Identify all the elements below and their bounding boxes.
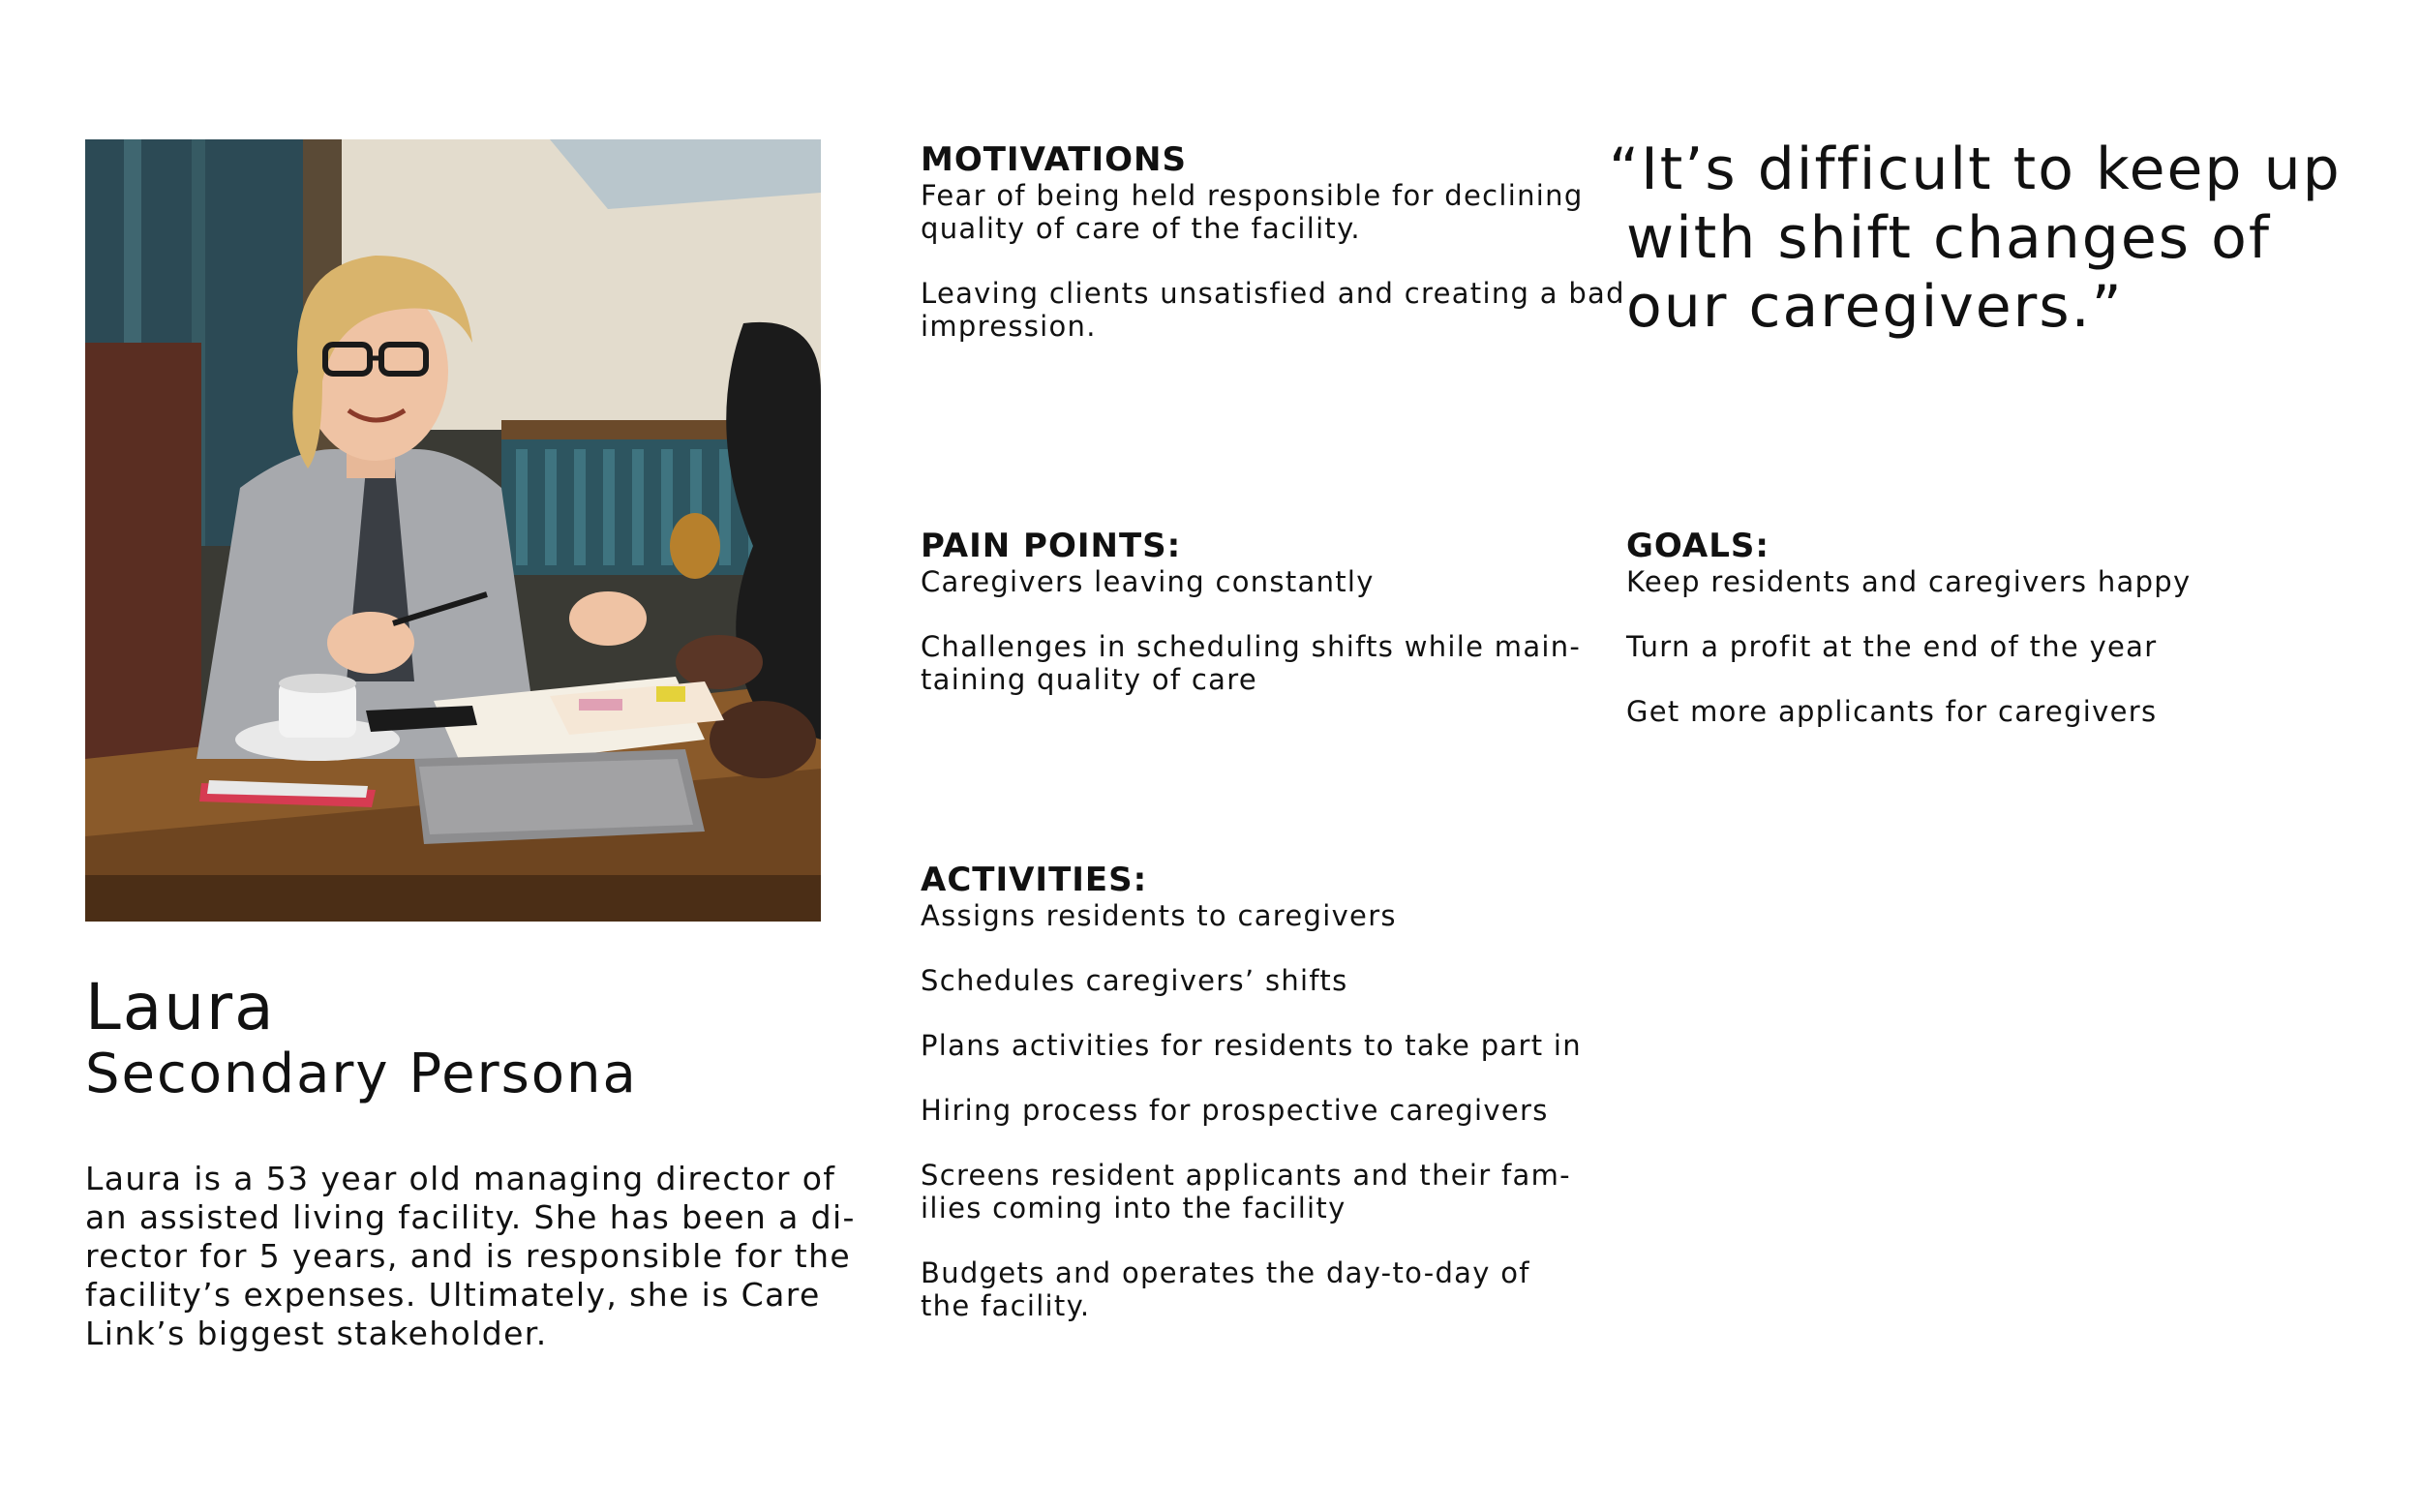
activity-item-line: ilies coming into the facility [921,1192,1346,1225]
activities-section [921,861,1598,1354]
motivation-item-line: quality of care of the facility. [921,212,1361,245]
goal-item [1626,630,2323,663]
activity-item-line: Budgets and operates the day-to-day of [921,1256,1530,1289]
pain-points-list [921,565,1598,696]
goal-item-line: Turn a profit at the end of the year [1626,630,2158,663]
activities-heading: ACTIVITIES: [921,861,1148,899]
persona-bio-line: rector for 5 years, and is responsible for the [85,1237,852,1275]
quote-line: with shift changes of [1626,204,2271,272]
persona-bio-line: facility’s expenses. Ultimately, she is Care [85,1276,821,1314]
pain-point-item [921,565,1598,598]
pain-point-item-line: Challenges in scheduling shifts while main- [921,630,1582,663]
goal-item [1626,695,2323,728]
persona-role: Secondary Persona [85,1043,638,1105]
persona-bio-line: Link’s biggest stakeholder. [85,1315,548,1352]
persona-bio [85,1160,856,1353]
goal-item [1626,565,2323,598]
pain-point-item-line: taining quality of care [921,663,1257,696]
activity-item-line: Schedules caregivers’ shifts [921,964,1348,997]
goals-heading: GOALS: [1626,527,1770,565]
persona-bio-line: an assisted living facility. She has been a di- [85,1198,856,1236]
activity-item [921,1094,1598,1127]
activity-item [921,1256,1598,1322]
persona-photo [85,139,821,922]
activity-item-line: Assigns residents to caregivers [921,899,1397,932]
persona-bio-line: Laura is a 53 year old managing director of [85,1160,836,1197]
quote-line: our caregivers.” [1626,273,2124,341]
activity-item-line: Screens resident applicants and their fam- [921,1159,1571,1192]
activity-item [921,964,1598,997]
motivations-list [921,179,1625,343]
motivation-item-line: Fear of being held responsible for declining [921,179,1584,212]
activity-item-line: Hiring process for prospective caregivers [921,1094,1549,1127]
activity-item [921,899,1598,932]
motivation-item-line: impression. [921,310,1097,343]
pain-points-heading: PAIN POINTS: [921,527,1182,565]
motivation-item [921,179,1598,245]
activity-item [921,1029,1598,1062]
motivation-item-line: Leaving clients unsatisfied and creating a bad [921,277,1625,310]
activities-list [921,899,1598,1322]
goals-section [1626,527,2323,760]
activity-item-line: Plans activities for residents to take part in [921,1029,1582,1062]
motivations-heading: MOTIVATIONS [921,140,1187,179]
persona-name: Laura [85,970,276,1044]
pain-point-item-line: Caregivers leaving constantly [921,565,1375,598]
motivations-section [921,140,1625,375]
pain-point-item [921,630,1598,696]
quote-line: “It’s difficult to keep up [1609,136,2342,203]
goals-list [1626,565,2323,728]
goal-item-line: Keep residents and caregivers happy [1626,565,2192,598]
activity-item [921,1159,1598,1225]
persona-quote [1609,136,2383,342]
goal-item-line: Get more applicants for caregivers [1626,695,2158,728]
pain-points-section [921,527,1598,728]
motivation-item [921,277,1625,343]
activity-item-line: the facility. [921,1289,1091,1322]
